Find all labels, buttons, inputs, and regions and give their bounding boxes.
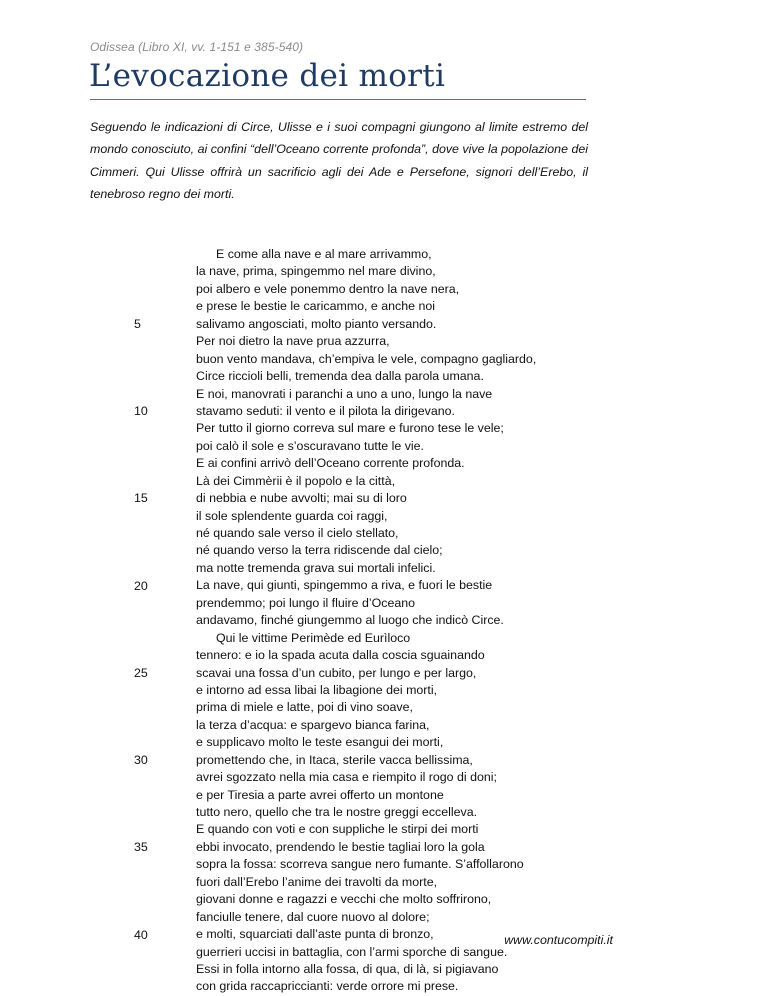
poem-line: fanciulle tenere, dal cuore nuovo al dolore;: [196, 909, 430, 924]
line-number: 10: [134, 404, 148, 419]
poem-line: buon vento mandava, ch’empiva le vele, compagno gagliardo,: [196, 351, 537, 366]
poem-line: promettendo che, in Itaca, sterile vacca bellissima,: [196, 752, 473, 767]
line-number: 40: [134, 927, 148, 942]
poem-line: E ai confini arrivò dell’Oceano corrente profonda.: [196, 456, 465, 471]
line-number: 5: [134, 316, 141, 331]
poem-line: di nebbia e nube avvolti; mai su di loro: [196, 491, 407, 506]
poem-line: e prese le bestie le caricammo, e anche noi: [196, 299, 435, 314]
poem-line: tennero: e io la spada acuta dalla coscia sguainando: [196, 648, 485, 663]
line-number: 25: [134, 665, 148, 680]
poem-line: Là dei Cimmèrii è il popolo e la città,: [196, 473, 396, 488]
poem-line: fuori dall’Erebo l’anime dei travolti da morte,: [196, 874, 438, 889]
poem-line: poi calò il sole e s’oscuravano tutte le vie.: [196, 438, 424, 453]
poem-text: [196, 246, 616, 996]
poem-line: E quando con voti e con suppliche le stirpi dei morti: [196, 822, 479, 837]
line-number: 35: [134, 840, 148, 855]
poem-line: ebbi invocato, prendendo le bestie tagliai loro la gola: [196, 839, 485, 854]
poem-line: né quando verso la terra ridiscende dal cielo;: [196, 543, 443, 558]
poem-line: andavamo, finché giungemmo al luogo che indicò Circe.: [196, 613, 504, 628]
poem-line: scavai una fossa d’un cubito, per lungo e per largo,: [196, 665, 477, 680]
poem-line: poi albero e vele ponemmo dentro la nave nera,: [196, 281, 460, 296]
website-link[interactable]: www.contucompiti.it: [504, 933, 613, 947]
poem-line: Qui le vittime Perimède ed Eurìloco: [216, 630, 411, 645]
poem-line: Per noi dietro la nave prua azzurra,: [196, 334, 390, 349]
poem-line: Essi in folla intorno alla fossa, di qua, di là, si pigiavano: [196, 961, 499, 976]
poem-line: la nave, prima, spingemmo nel mare divino,: [196, 264, 436, 279]
poem-line: Circe riccioli belli, tremenda dea dalla parola umana.: [196, 369, 484, 384]
work-reference: Odissea (Libro XI, vv. 1-151 e 385-540): [90, 40, 304, 54]
poem-line: La nave, qui giunti, spingemmo a riva, e fuori le bestie: [196, 578, 493, 593]
line-number: 15: [134, 491, 148, 506]
poem-line: prima di miele e latte, poi di vino soave,: [196, 700, 413, 715]
poem-line: avrei sgozzato nella mia casa e riempito il rogo di doni;: [196, 770, 497, 785]
poem-line: con grida raccapriccianti: verde orrore mi prese.: [196, 979, 459, 994]
poem-line: la terza d’acqua: e spargevo bianca farina,: [196, 717, 430, 732]
poem-line: prendemmo; poi lungo il fluire d’Oceano: [196, 595, 416, 610]
poem-line: il sole splendente guarda coi raggi,: [196, 508, 388, 523]
poem-line: Per tutto il giorno correva sul mare e furono tese le vele;: [196, 421, 504, 436]
poem-line: salivamo angosciati, molto pianto versando.: [196, 316, 437, 331]
poem-line: ma notte tremenda grava sui mortali infelici.: [196, 560, 436, 575]
page-title: L’evocazione dei morti: [89, 58, 446, 94]
title-underline: [90, 99, 586, 100]
poem-line: e molti, squarciati dall’aste punta di bronzo,: [196, 927, 434, 942]
intro-paragraph: Seguendo le indicazioni di Circe, Ulisse e i suoi compagni giungono al limite estremo del mondo conosciuto, ai confini “dell’Oceano corrente profonda”, dove vive la popolazione dei Cimmeri. Qui Ulisse offrirà un sacrificio agli dei Ade e Persefone, signori dell’Erebo, il tenebroso regno dei morti.: [90, 120, 588, 202]
poem-line: stavamo seduti: il vento e il pilota la dirigevano.: [196, 403, 455, 418]
poem-line: e supplicavo molto le teste esangui dei morti,: [196, 735, 444, 750]
poem-line: e intorno ad essa libai la libagione dei morti,: [196, 682, 438, 697]
poem-line: E come alla nave e al mare arrivammo,: [216, 247, 432, 261]
poem-line: giovani donne e ragazzi e vecchi che molto soffrirono,: [196, 892, 492, 907]
poem-line: e per Tiresia a parte avrei offerto un montone: [196, 787, 444, 802]
line-number: 20: [134, 578, 148, 593]
poem-line: guerrieri uccisi in battaglia, con l’armi sporche di sangue.: [196, 944, 508, 959]
poem-line: tutto nero, quello che tra le nostre greggi eccelleva.: [196, 805, 478, 819]
line-number: 30: [134, 753, 148, 768]
poem-line: E noi, manovrati i paranchi a uno a uno, lungo la nave: [196, 386, 493, 401]
poem-line: né quando sale verso il cielo stellato,: [196, 526, 399, 540]
poem-line: sopra la fossa: scorreva sangue nero fumante. S’affollarono: [196, 857, 524, 872]
